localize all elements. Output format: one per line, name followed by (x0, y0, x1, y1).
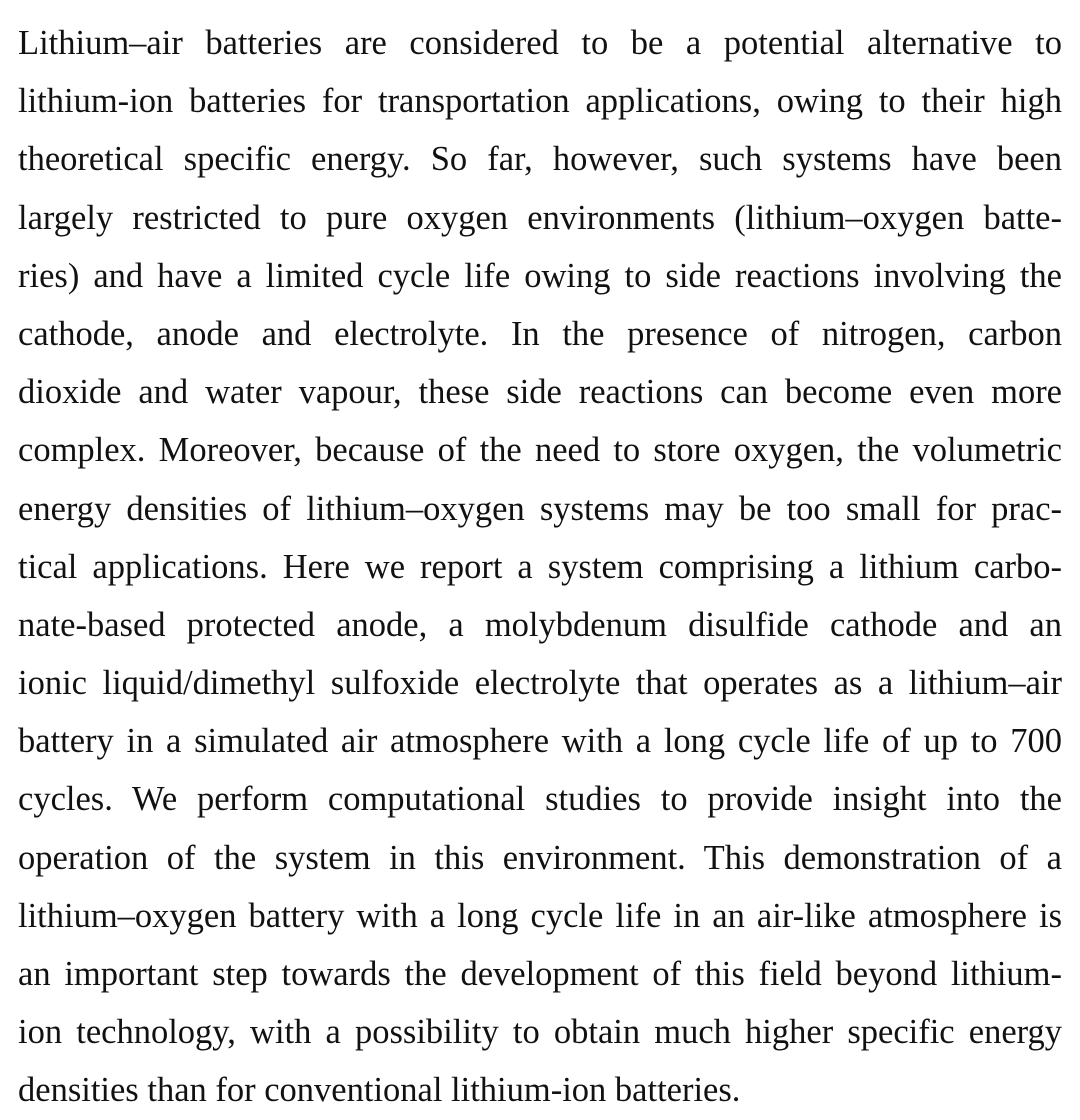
abstract-paragraph (0, 14, 1080, 1120)
abstract-line: energy densities of lithium–oxygen systems may be too small for prac- (18, 489, 1062, 528)
abstract-line: ionic liquid/dimethyl sulfoxide electrolyte that operates as a lithium–air (18, 664, 1062, 703)
abstract-line: dioxide and water vapour, these side reactions can become even more (18, 373, 1062, 412)
abstract-line: operation of the system in this environment. This demonstration of a (18, 838, 1062, 877)
abstract-line: nate-based protected anode, a molybdenum disulfide cathode and an (18, 605, 1062, 644)
abstract-line: ries) and have a limited cycle life owing to side reactions involving the (18, 256, 1062, 295)
abstract-line: tical applications. Here we report a system comprising a lithium carbo- (18, 547, 1062, 586)
abstract-line: largely restricted to pure oxygen environments (lithium–oxygen batte- (18, 198, 1062, 237)
abstract-line: complex. Moreover, because of the need to store oxygen, the volumetric (18, 431, 1062, 470)
abstract-line: battery in a simulated air atmosphere with a long cycle life of up to 700 (18, 722, 1062, 761)
abstract-line: lithium–oxygen battery with a long cycle life in an air-like atmosphere is (18, 896, 1062, 935)
abstract-line: cathode, anode and electrolyte. In the presence of nitrogen, carbon (18, 314, 1062, 353)
abstract-line: theoretical specific energy. So far, however, such systems have been (18, 140, 1062, 179)
abstract-line: lithium-ion batteries for transportation applications, owing to their high (18, 82, 1062, 121)
abstract-line: an important step towards the development of this field beyond lithium- (18, 955, 1062, 993)
abstract-line: Lithium–air batteries are considered to be a potential alternative to (18, 24, 1062, 62)
abstract-line: cycles. We perform computational studies to provide insight into the (18, 780, 1062, 819)
abstract-line: ion technology, with a possibility to obtain much higher specific energy (18, 1013, 1062, 1052)
abstract-line: densities than for conventional lithium-ion batteries. (18, 1071, 741, 1110)
